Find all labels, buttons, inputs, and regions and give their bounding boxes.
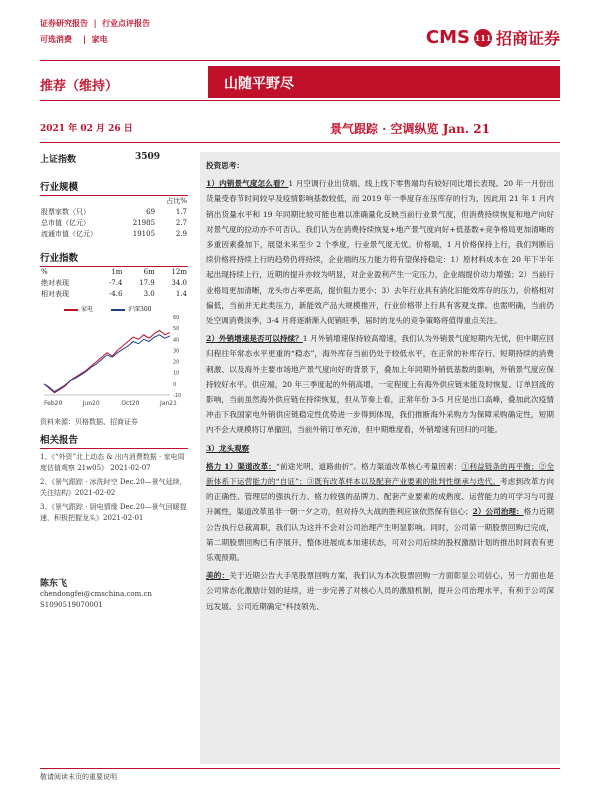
related-item[interactable]: 1、《“外资”北上动态 & 出内消费数据 · 家电周度估值观察 21w05》 2021-02-07 xyxy=(40,453,185,472)
index-value: 3509 xyxy=(134,152,160,162)
table-row: 相对表现 -4.6 3.0 1.4 xyxy=(41,290,187,298)
report-subtitle: 景气跟踪 · 空调纵览 Jan. 21 xyxy=(330,122,490,136)
para-export: 2）外销增速是否可以持续？1 月外销增速保持较高增速，我们认为外销景气度短期内无忧，但中期应回归程往年常态水平更重的“稳态”，海外库存当前仍处于较低水平，在正常的补库存行、短期持续的消费刺激、以及海外主要市场地产景气度向好的背景下，叠加上年同期外销低基数的影响，外销景气度应保持较好水平。供应端，20 年三季度起的外销高增，一定程度上有海外供应链未能及时恢复、订单回流的影响，当前虽然海外供应链在持续恢复，但从节奏上看，正常年份 3-5 月应是出口高峰，叠加此次疫情冲击下我国家电外销供应链稳定性优势进一步得到体现，我们推断海外采购方为保障采购确定性，短期内不会大规模将订单撤回，当前外销订单充沛，但中期维度看，外销增速有回归的可能。 xyxy=(206,334,554,435)
related-list xyxy=(40,452,188,524)
para-domestic-heading: 1）内销景气度怎么看？ xyxy=(206,179,289,189)
index-row xyxy=(40,152,188,165)
y-tick-label: 30 xyxy=(173,348,180,355)
performance-chart xyxy=(40,313,188,413)
scale-title: 行业规模 xyxy=(40,179,188,196)
rating: 推荐（维持） xyxy=(40,79,119,94)
chart-legend xyxy=(40,304,188,313)
legend-item-series1: 家电 xyxy=(64,304,93,313)
para-leaders-heading: 3）龙头观察 xyxy=(206,443,250,453)
logo-chinese: 招商证券 xyxy=(495,29,560,48)
scale-col-header: 占比% xyxy=(166,197,187,205)
para-midea: 美的：关于近期公告大手笔股票回购方案，我们认为本次股票回购一方面彰显公司信心，另一方面也是公司常态化激励计划的延续，进一步完善了对核心人员的激励机制，提升公司治理水平，有利于公司深远发展。公司近期确定“科技领先、 xyxy=(206,571,555,611)
perf-title: 行业指数 xyxy=(40,250,188,267)
left-sidebar xyxy=(40,152,188,611)
table-row: 流通市值（亿元） 19105 2.9 xyxy=(41,230,187,238)
table-row: 绝对表现 -7.4 17.9 34.0 xyxy=(41,279,187,287)
para-domestic: 1）内销景气度怎么看？1 月空调行业出货端、线上线下零售端均有较好同比增长表现。20 年一月份出货量受春节时间较早及疫情影响基数较低，而 2019 年一季度存在压库存的行为，因此用 21 年 1 月内销出货量水平和 19 年同期比较可能也难以准确量化反映当前行业景气度，但消费持续恢复和地产向好对景气度的拉动亦不可否认。我们认为在消费持续恢复+地产景气度向好+低基数+竞争格局更加清晰的多重因素叠加下，展望未来至少 2 个季度，行业景气度无忧。价格端，1 月价格保持上行，我们判断后续价格将持续上行的趋势仍将持续，企业端的压力能力将有望保持稳定：1）原材料成本在 20 年下半年起出现持续上行，近期的提升亦较为明显，对企业盈利产生一定压力，企业端提价动力增强；2）当前行业格局更加清晰，龙头市占率更高，提价阻力更小；3）去年行业具有消化旧能效库存的压力，价格相对偏低，当前并无此类压力，新能效产品大规模推开，行业价格带上行具有客观支撑。也需明确，当前仍处空调消费淡季，3-4 月将逐渐渐入促销旺季，届时的龙头的竞争策略将值得重点关注。 xyxy=(206,179,554,326)
subtitle-rule xyxy=(40,142,560,143)
y-tick-label: 60 xyxy=(173,315,180,321)
x-tick-label: Feb20 xyxy=(44,400,63,407)
table-row: 股票家数（只） 69 1.7 xyxy=(41,208,187,216)
index-label: 上证指数 xyxy=(40,155,77,165)
main-content xyxy=(200,152,560,764)
header-rule xyxy=(40,60,560,61)
logo-latin: CMS xyxy=(425,27,470,48)
x-tick-label: Jun20 xyxy=(82,400,100,407)
logo-badge-icon: 111 xyxy=(474,29,492,47)
x-tick-label: Oct20 xyxy=(121,400,140,407)
chart-source: 资料来源：贝格数据、招商证券 xyxy=(40,418,138,426)
analyst-block xyxy=(40,576,188,611)
footer-rule xyxy=(40,768,560,769)
y-tick-label: 50 xyxy=(173,326,180,333)
analyst-name: 陈东飞 xyxy=(40,579,68,589)
related-item[interactable]: 3、《景气跟踪 · 厨电情缘 Dec.20—景气回暖提速，积极把握龙头》2021-02-01 xyxy=(40,503,187,522)
related-title: 相关报告 xyxy=(40,432,188,449)
legend-item-series2: 沪深300 xyxy=(111,304,151,313)
report-type: 证券研究报告 | 行业点评报告 xyxy=(40,18,151,28)
sector-tag: 可选消费 | 家电 xyxy=(40,34,108,44)
y-tick-label: 0 xyxy=(173,381,177,388)
y-tick-label: 10 xyxy=(173,370,180,377)
table-row: 总市值（亿元） 21985 2.7 xyxy=(41,219,187,227)
report-date: 2021 年 02 月 26 日 xyxy=(40,124,133,134)
footer-note: 敬请阅读末页的重要说明 xyxy=(40,773,117,781)
scale-table xyxy=(40,196,188,240)
title-rule xyxy=(40,100,560,101)
x-tick-label: Jan21 xyxy=(160,400,177,407)
y-tick-label: 40 xyxy=(173,337,180,344)
y-tick-label: 20 xyxy=(173,359,180,366)
related-item[interactable]: 2、《景气跟踪 · 冰洗时空 Dec.20—景气延续，关注结构》2021-02-02 xyxy=(40,478,187,497)
series-line-2 xyxy=(44,335,170,392)
y-tick-label: -10 xyxy=(173,393,182,399)
para-gree: 格力 1）渠道改革：“前途光明，道路曲折”。格力渠道改革核心考量因素：①利益链条的再平衡；②全新体系下运营能力的“自证”；③既有改革样本以及配套产业要素的批判性继承与迭代。考虑到改革方向的正确性、管理层的强执行力、格力较强的品牌力、配套产业要素的成熟度、运营能力的可学习与可提升属性，渠道改革虽非一朝一夕之功，但对持久大战的胜利应该依然保有信心；2）公司治理：格力近期公告执行总裁离职，我们认为这并不会对公司治理产生明显影响。同时，公司第一期股票回购已完成，第二期股票回购已有序展开，整体进展成本加速状态，可对公司后续的股权激励计划的推出时间表有更乐观预期。 xyxy=(206,461,555,563)
report-title: 山随平野尽 xyxy=(208,66,560,98)
intro-heading: 投资思考： xyxy=(206,161,244,170)
analyst-email[interactable]: chendongfei@cmschina.com.cn xyxy=(40,590,152,598)
para-export-heading: 2）外销增速是否可以持续？ xyxy=(206,334,303,344)
analyst-id: S1090519070001 xyxy=(40,601,103,609)
brand-logo xyxy=(426,26,560,49)
perf-table: % 1m 6m 12m 绝对表现 -7.4 17.9 34.0 相对表现 -4.6 3.0 1.4 xyxy=(41,268,187,298)
